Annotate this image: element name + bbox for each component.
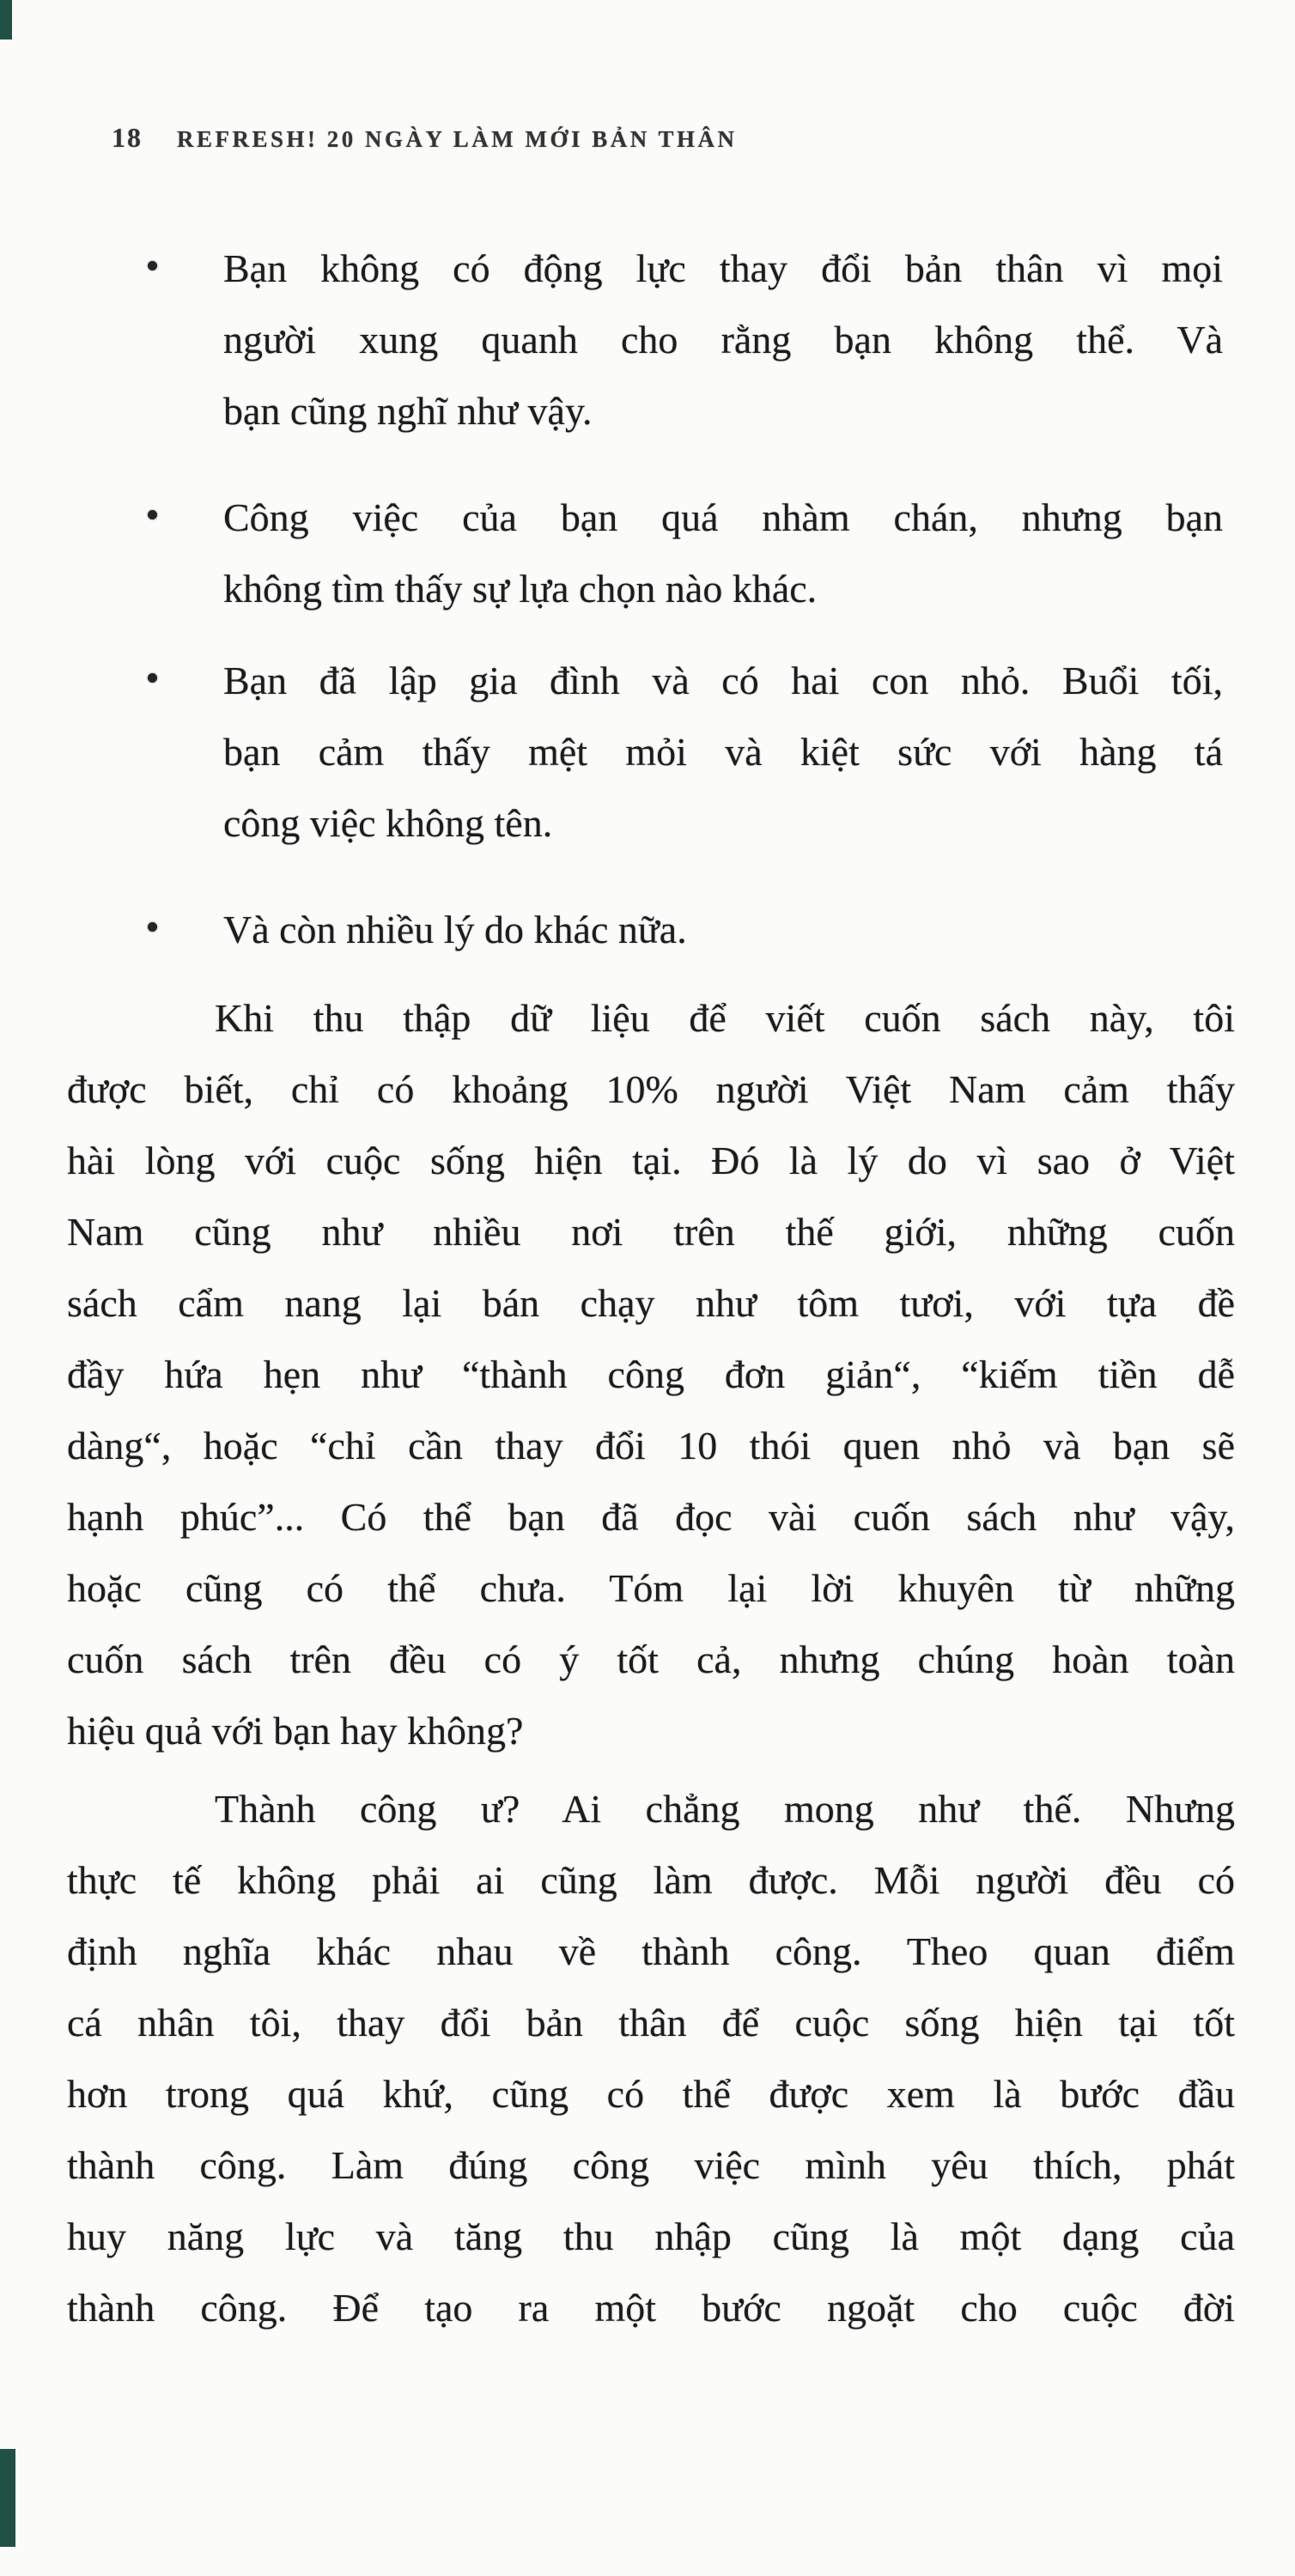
text-line: Bạn không có động lực thay đổi bản thân vì mọi: [223, 246, 1223, 290]
running-header: [112, 122, 738, 154]
text-line: hạnh phúc”... Có thể bạn đã đọc vài cuốn sách như vậy,: [67, 1495, 1235, 1539]
paragraph: [67, 982, 1235, 1766]
bullet-item: [67, 233, 1235, 447]
page-number: 18: [112, 122, 143, 153]
text-line: Bạn đã lập gia đình và có hai con nhỏ. Buổi tối,: [223, 659, 1223, 702]
text-line: công việc không tên.: [223, 801, 553, 845]
text-line: được biết, chỉ có khoảng 10% người Việt Nam cảm thấy: [67, 1067, 1235, 1111]
text-line: hơn trong quá khứ, cũng có thể được xem là bước đầu: [67, 2072, 1235, 2116]
bullet-text: [223, 233, 1223, 447]
text-line: cá nhân tôi, thay đổi bản thân để cuộc sống hiện tại tốt: [67, 2001, 1235, 2044]
text-line: thành công. Để tạo ra một bước ngoặt cho cuộc đời: [67, 2286, 1235, 2330]
paragraph: [67, 1773, 1235, 2343]
text-line: hiệu quả với bạn hay không?: [67, 1709, 524, 1753]
text-line: sách cẩm nang lại bán chạy như tôm tươi, với tựa đề: [67, 1281, 1235, 1325]
bullet-item: [67, 482, 1235, 624]
text-line: thực tế không phải ai cũng làm được. Mỗi người đều có: [67, 1858, 1235, 1902]
text-line: hài lòng với cuộc sống hiện tại. Đó là lý do vì sao ở Việt: [67, 1139, 1235, 1182]
text-line: Thành công ư? Ai chẳng mong như thế. Nhưng: [215, 1787, 1235, 1831]
bullet-dot-icon: [148, 510, 157, 519]
text-line: bạn cảm thấy mệt mỏi và kiệt sức với hàng tá: [223, 730, 1223, 774]
running-header-title: REFRESH! 20 NGÀY LÀM MỚI BẢN THÂN: [177, 126, 738, 152]
text-line: hoặc cũng có thể chưa. Tóm lại lời khuyên từ những: [67, 1566, 1235, 1610]
bullet-text: [223, 894, 1223, 965]
bullet-item: [67, 894, 1235, 965]
text-line: Nam cũng như nhiều nơi trên thế giới, những cuốn: [67, 1210, 1235, 1254]
bullet-text: [223, 482, 1223, 624]
scan-artifact-bottom-left: [0, 2449, 15, 2547]
text-line: cuốn sách trên đều có ý tốt cả, nhưng chúng hoàn toàn: [67, 1637, 1235, 1681]
bullet-item: [67, 645, 1235, 859]
text-line: Khi thu thập dữ liệu để viết cuốn sách này, tôi: [215, 996, 1235, 1040]
bullet-dot-icon: [148, 673, 157, 683]
scan-artifact-top-left: [0, 0, 12, 39]
text-line: không tìm thấy sự lựa chọn nào khác.: [223, 567, 818, 611]
text-line: người xung quanh cho rằng bạn không thể. Và: [223, 318, 1223, 361]
bullet-dot-icon: [148, 261, 157, 270]
text-line: định nghĩa khác nhau về thành công. Theo quan điểm: [67, 1929, 1235, 1973]
text-line: dàng“, hoặc “chỉ cần thay đổi 10 thói quen nhỏ và bạn sẽ: [67, 1424, 1235, 1467]
text-line: Công việc của bạn quá nhàm chán, nhưng bạn: [223, 495, 1223, 539]
text-line: Và còn nhiều lý do khác nữa.: [223, 908, 687, 951]
text-line: bạn cũng nghĩ như vậy.: [223, 389, 593, 433]
text-line: đầy hứa hẹn như “thành công đơn giản“, “kiếm tiền dễ: [67, 1352, 1235, 1396]
text-line: huy năng lực và tăng thu nhập cũng là một dạng của: [67, 2215, 1235, 2258]
bullet-dot-icon: [148, 922, 157, 932]
text-line: thành công. Làm đúng công việc mình yêu thích, phát: [67, 2143, 1235, 2187]
bullet-text: [223, 645, 1223, 859]
